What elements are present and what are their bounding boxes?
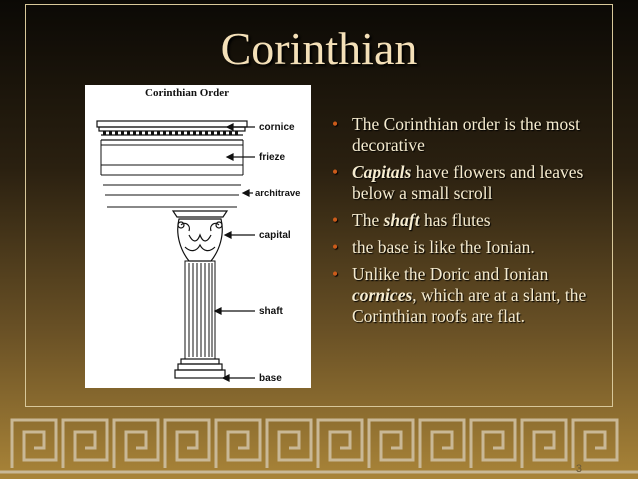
label-architrave: architrave xyxy=(255,188,301,199)
bullet-dot-icon: • xyxy=(332,264,339,284)
diagram-title: Corinthian Order xyxy=(145,87,230,99)
greek-key-border xyxy=(0,410,638,479)
greek-key-motif xyxy=(522,420,566,468)
bullet-list xyxy=(330,114,592,333)
greek-key-motif xyxy=(318,420,362,468)
greek-key-motif xyxy=(471,420,515,468)
greek-key-motif xyxy=(420,420,464,468)
bullet-text: the base is like the Ionian. xyxy=(352,237,535,257)
greek-key-motif xyxy=(63,420,107,468)
bullet-dot-icon: • xyxy=(332,237,339,257)
emphasized-term: Capitals xyxy=(352,162,412,182)
bullet-item xyxy=(330,264,592,327)
label-cornice: cornice xyxy=(259,122,295,133)
bullet-item xyxy=(330,210,592,231)
bullet-item xyxy=(330,162,592,204)
emphasized-term: cornices xyxy=(352,285,413,305)
bullet-text: have flowers and leaves below a small scroll xyxy=(352,162,584,203)
slide-title: Corinthian xyxy=(220,23,418,74)
bullet-text: has flutes xyxy=(419,210,491,230)
greek-key-motif xyxy=(165,420,209,468)
emphasized-term: shaft xyxy=(383,210,420,230)
greek-key-motif xyxy=(369,420,413,468)
greek-key-motif xyxy=(114,420,158,468)
corinthian-order-diagram xyxy=(85,85,311,388)
label-shaft: shaft xyxy=(259,306,283,317)
bullet-text: The xyxy=(352,210,384,230)
greek-key-motif xyxy=(267,420,311,468)
bullet-item xyxy=(330,114,592,156)
bullet-dot-icon: • xyxy=(332,210,339,230)
bullet-text: Unlike the Doric and Ionian xyxy=(352,264,549,284)
greek-key-motif xyxy=(12,420,56,468)
label-capital: capital xyxy=(259,230,291,241)
bullet-item xyxy=(330,237,592,258)
label-base: base xyxy=(259,373,282,384)
greek-key-motif xyxy=(216,420,260,468)
greek-key-motif xyxy=(573,420,617,468)
bullet-text: The Corinthian order is the most decorative xyxy=(352,114,580,155)
label-frieze: frieze xyxy=(259,152,286,163)
bullet-text: , which are at a slant, the Corinthian roofs are flat. xyxy=(352,285,587,326)
page-number: 3 xyxy=(575,463,582,475)
bullet-dot-icon: • xyxy=(332,162,339,182)
bullet-dot-icon: • xyxy=(332,114,339,134)
